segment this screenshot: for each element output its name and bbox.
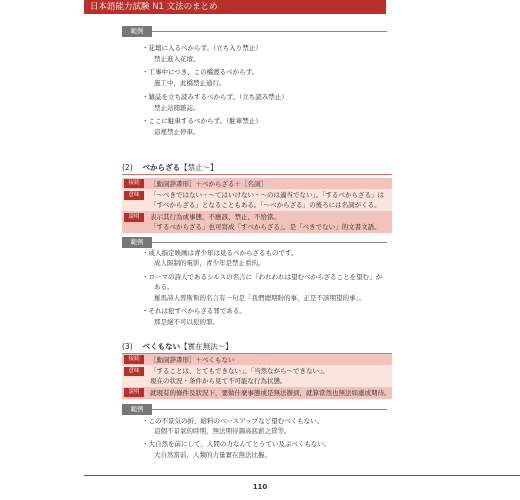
divider [122, 409, 387, 410]
example-tag: 範例 [122, 26, 152, 37]
meaning-label: 意味 [124, 191, 144, 200]
example-translation: 這個不景氣的時期，無法期待調高底薪之貸等。 [154, 427, 291, 435]
meaning-text: 現在の状況・条件から見て不可能な行為状態。 [150, 377, 287, 385]
section-keyword: べくもない [142, 342, 181, 351]
example-line: ・花壇に入るべからず。（立ち入り禁止） [142, 44, 262, 52]
explain-text: 「するべからざる」也可寫成「すべからざる」。是「べきでない」的文書文語。 [150, 223, 381, 231]
example-translation: 成人限制的電影，青少年是禁止看的。 [154, 259, 265, 267]
section-title [122, 341, 392, 354]
example-line: ある。 [154, 283, 174, 291]
connect-label: 接続 [124, 179, 144, 188]
divider [122, 242, 387, 243]
page-number: 110 [252, 483, 268, 491]
meaning-text: 「することは、とてもできない」。「当然ながら～できない」。 [150, 367, 329, 375]
explain-text: 表示其行為或事態，不應該、禁止、不恰當。 [150, 213, 280, 221]
section-title [122, 162, 392, 175]
connect-label: 接続 [124, 355, 144, 364]
explain-text: 就現有的條件及狀況下，要做什麼事態或是無法辦到，就算當然也無法如處或期待。 [150, 389, 391, 397]
example-line: ・大自然を前にして、人間の力なんてとうてい及ぶべくもない。 [142, 440, 331, 448]
meaning-text: 「すべからざる」となることもある。「～べからざる」の後ろには名詞がくる。 [150, 201, 381, 209]
connect-text: ［動詞辞書形］＋べからざる＋［名詞］ [150, 180, 267, 188]
example-line: ・工事中につき、この橋渡るべからず。 [142, 68, 259, 76]
example-translation: 禁止站閱雜誌。 [154, 104, 200, 112]
meaning-text: 「～べきではない・～てはいけない・～のは適当でない」。「するべからざる」は [150, 191, 384, 199]
example-tag: 範例 [122, 404, 152, 415]
section-number: (2) [122, 163, 133, 172]
example-tag: 範例 [122, 237, 152, 248]
section-number: (3) [122, 342, 133, 351]
example-translation: 大自然當前，人類的力量實在無法比擬。 [154, 451, 271, 459]
section-note: 【實在無法～】 [180, 342, 233, 351]
page-header: 日本語能力試験 N1 文法のまとめ [84, 0, 386, 14]
section-keyword: べからざる [142, 163, 181, 172]
explain-label: 說明 [124, 213, 144, 222]
example-translation: 那是絕不可以犯的罪。 [154, 318, 219, 326]
section-note: 【禁止～】 [180, 163, 218, 172]
example-line: ・この不景気の折、給料のベースアップなど望むべくもない。 [142, 417, 324, 425]
meaning-label: 意味 [124, 367, 144, 376]
footer-rule [84, 475, 520, 476]
explain-label: 說明 [124, 388, 144, 397]
connect-text: ［動詞辞書形］＋べくもない [150, 356, 235, 364]
example-line: ・成人指定映画は青少年は見るべからざるものです。 [142, 249, 298, 257]
example-line: ・ローマの詩人であるシルスの名言に「われわれは望むべからざることを望む」が [142, 273, 383, 281]
example-translation: 羅馬詩人普斯斯的名言有一句是「我們總期盼的事，正是不該期望的事」。 [154, 294, 366, 302]
example-translation: 施工中，此橋禁止通行。 [154, 79, 226, 87]
example-line: ・ここに駐車するべからず。（駐車禁止） [142, 117, 262, 125]
divider [122, 31, 387, 32]
example-translation: 這裡禁止停車。 [154, 128, 200, 136]
example-line: ・それは犯すべからざる罪である。 [142, 307, 246, 315]
example-translation: 禁止進入花壇。 [154, 55, 200, 63]
example-line: ・雑誌を立ち読みするべからず。（立ち読み禁止） [142, 93, 288, 101]
